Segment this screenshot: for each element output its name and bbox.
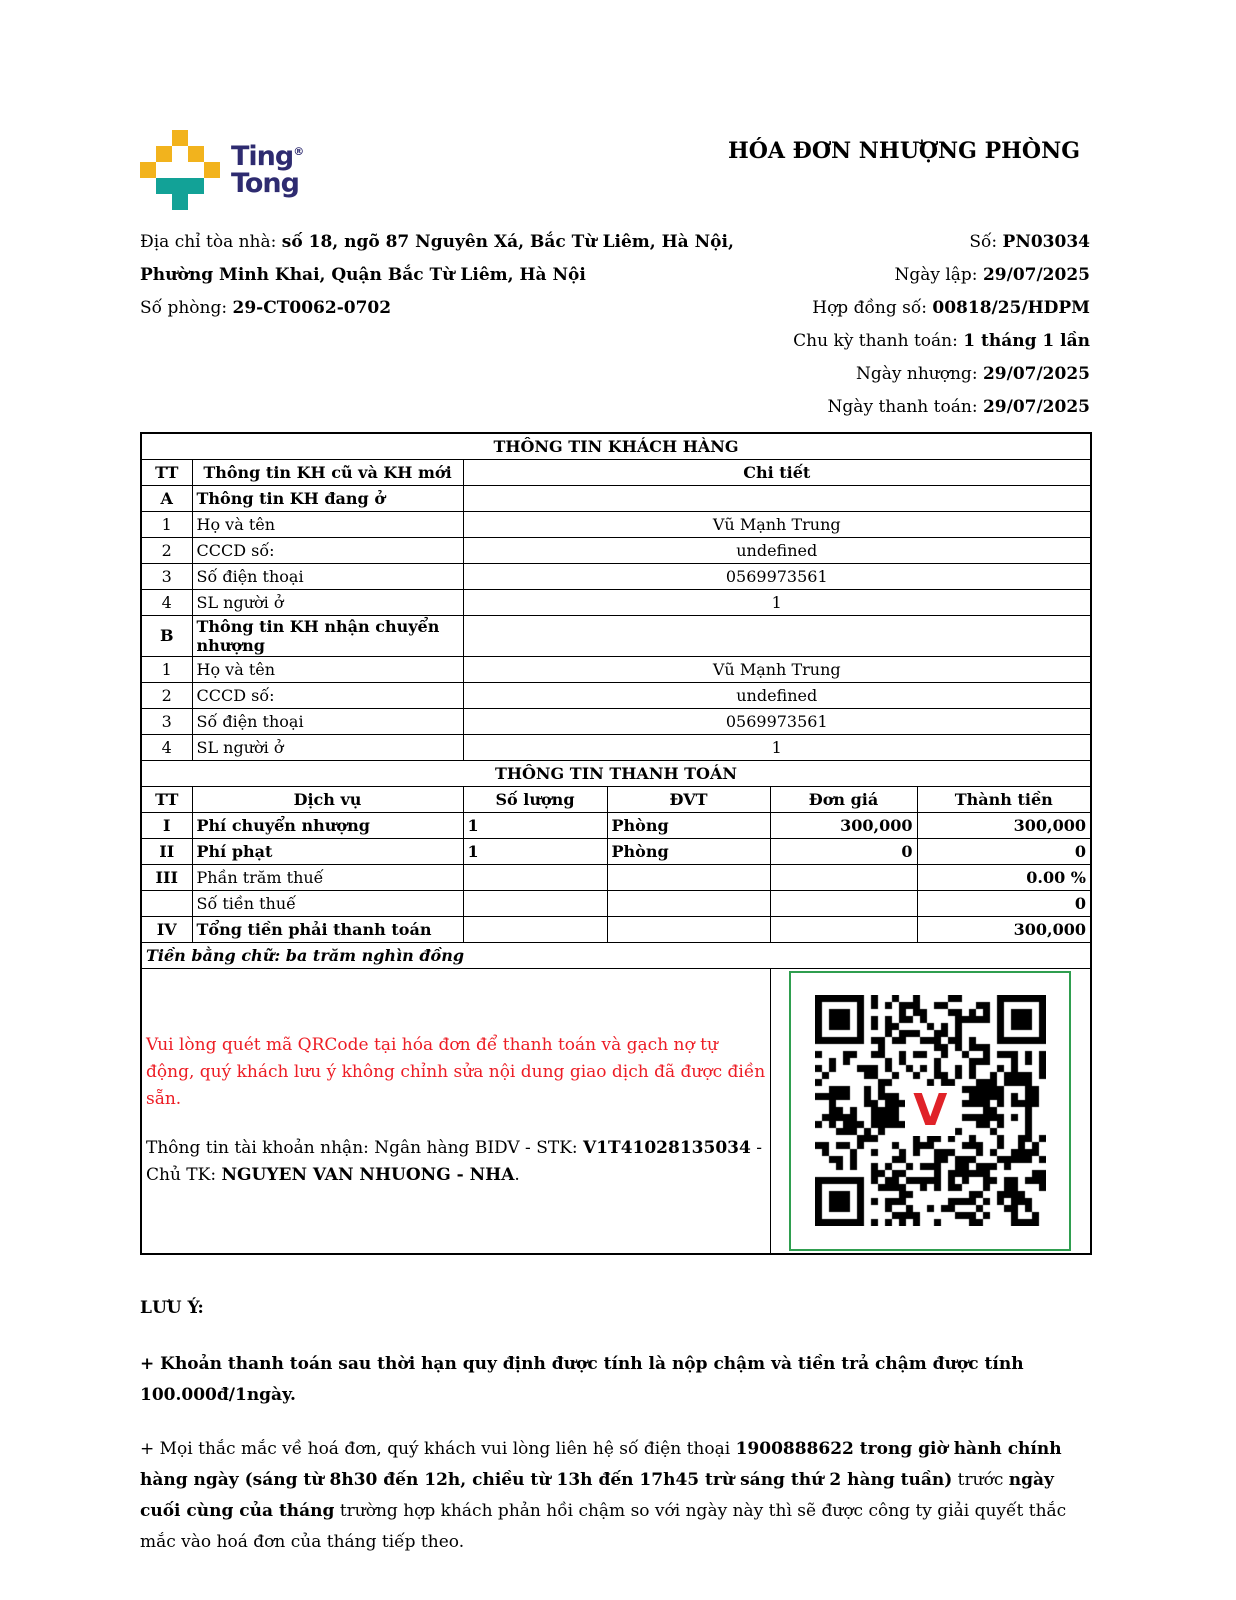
group-b-row: [141, 615, 1091, 656]
payment-section-header-row: [141, 760, 1091, 786]
cell-tt: II: [141, 838, 192, 864]
room-number: [140, 292, 760, 325]
row-label: Số điện thoại: [192, 708, 463, 734]
group-a-row: [141, 485, 1091, 511]
row-label: SL người ở: [192, 589, 463, 615]
empty-cell: [607, 890, 770, 916]
row-label: Họ và tên: [192, 656, 463, 682]
row-tt: 3: [141, 708, 192, 734]
cell-service: Tổng tiền phải thanh toán: [192, 916, 463, 942]
cell-amount: 0: [917, 838, 1091, 864]
cell-qty: 1: [463, 812, 607, 838]
header-tt: TT: [141, 459, 192, 485]
group-label: Thông tin KH nhận chuyển nhượng: [192, 615, 463, 656]
cell-tt: III: [141, 864, 192, 890]
cell-amount: 300,000: [917, 916, 1091, 942]
empty-cell: [770, 890, 917, 916]
cell-price: 300,000: [770, 812, 917, 838]
header-tt: TT: [141, 786, 192, 812]
table-row: [141, 589, 1091, 615]
cell-service: Số tiền thuế: [192, 890, 463, 916]
table-row: [141, 656, 1091, 682]
meta-line-payment-date: Ngày thanh toán: 29/07/2025: [827, 397, 1090, 417]
qr-warning-text: Vui lòng quét mã QRCode tại hóa đơn để thanh toán và gạch nợ tự động, quý khách lưu ý không chỉnh sửa nội dung giao dịch đã được điền sẵn.: [146, 1035, 766, 1110]
header-qty: Số lượng: [463, 786, 607, 812]
qr-cell: [770, 968, 1091, 1254]
row-label: Số điện thoại: [192, 563, 463, 589]
empty-cell: [607, 864, 770, 890]
customer-section-title: THÔNG TIN KHÁCH HÀNG: [141, 433, 1091, 459]
row-value: Vũ Mạnh Trung: [463, 511, 1091, 537]
empty-cell: [463, 615, 1091, 656]
row-label: SL người ở: [192, 734, 463, 760]
empty-cell: [463, 890, 607, 916]
table-row: [141, 682, 1091, 708]
empty-cell: [141, 890, 192, 916]
header: [140, 130, 1090, 212]
empty-cell: [770, 864, 917, 890]
account-info-text: Thông tin tài khoản nhận: Ngân hàng BIDV - STK: V1T41028135034 - Chủ TK: NGUYEN VAN NHUONG - NHA.: [146, 1138, 762, 1186]
account-number: V1T41028135034: [583, 1138, 751, 1159]
payment-row: [141, 890, 1091, 916]
empty-cell: [463, 485, 1091, 511]
header-amount: Thành tiền: [917, 786, 1091, 812]
meta-line-contract: Hợp đồng số: 00818/25/HDPM: [812, 298, 1090, 318]
payment-row: [141, 812, 1091, 838]
row-value: undefined: [463, 682, 1091, 708]
cell-qty: 1: [463, 838, 607, 864]
qr-note-row: [141, 968, 1091, 1254]
row-tt: 2: [141, 682, 192, 708]
account-holder: NGUYEN VAN NHUONG - NHA: [221, 1165, 515, 1186]
address-label: Địa chỉ tòa nhà:: [140, 232, 282, 252]
note-contact: + Mọi thắc mắc về hoá đơn, quý khách vui lòng liên hệ số điện thoại 1900888622 trong giờ hành chính hàng ngày (sáng từ 8h30 đến 12h, chiều từ 13h đến 17h45 trừ sáng thứ 2 hàng tuần) trước ngày cuối cùng của tháng trường hợp khách phản hồi chậm so với ngày này thì sẽ được công ty giải quyết thắc mắc vào hoá đơn của tháng tiếp theo.: [140, 1439, 1067, 1552]
cell-amount: 0.00 %: [917, 864, 1091, 890]
table-row: [141, 511, 1091, 537]
row-value: 0569973561: [463, 563, 1091, 589]
header-detail: Chi tiết: [463, 459, 1091, 485]
group-key: A: [141, 485, 192, 511]
notes-title: LƯU Ý:: [140, 1298, 204, 1318]
row-tt: 4: [141, 589, 192, 615]
group-key: B: [141, 615, 192, 656]
payment-row: [141, 864, 1091, 890]
cell-tt: IV: [141, 916, 192, 942]
address-value-line2: Phường Minh Khai, Quận Bắc Từ Liêm, Hà Nội: [140, 265, 586, 285]
row-tt: 2: [141, 537, 192, 563]
meta-line-issue-date: Ngày lập: 29/07/2025: [894, 265, 1090, 285]
cell-service: Phí phạt: [192, 838, 463, 864]
row-label: Họ và tên: [192, 511, 463, 537]
payment-row: [141, 916, 1091, 942]
logo-line1: Ting: [231, 141, 294, 172]
building-info: [140, 226, 760, 424]
row-value: 1: [463, 589, 1091, 615]
header-price: Đơn giá: [770, 786, 917, 812]
customer-header-row: [141, 459, 1091, 485]
qr-center-v-icon: V: [905, 1086, 955, 1136]
cell-tt: I: [141, 812, 192, 838]
payment-header-row: [141, 786, 1091, 812]
table-row: [141, 563, 1091, 589]
row-value: Vũ Mạnh Trung: [463, 656, 1091, 682]
empty-cell: [770, 916, 917, 942]
meta-row: [140, 226, 1090, 424]
payment-note-cell: [141, 968, 770, 1254]
invoice-page: [140, 130, 1090, 1581]
address-value-line1: số 18, ngõ 87 Nguyên Xá, Bắc Từ Liêm, Hà Nội,: [281, 232, 734, 252]
row-value: 0569973561: [463, 708, 1091, 734]
note-late-payment: + Khoản thanh toán sau thời hạn quy định được tính là nộp chậm và tiền trả chậm được tính 100.000đ/1ngày.: [140, 1354, 1024, 1405]
amount-in-words: Tiền bằng chữ: ba trăm nghìn đồng: [141, 942, 1091, 968]
cell-amount: 0: [917, 890, 1091, 916]
amount-in-words-row: [141, 942, 1091, 968]
building-address: [140, 226, 760, 292]
cell-service: Phần trăm thuế: [192, 864, 463, 890]
row-value: 1: [463, 734, 1091, 760]
cell-amount: 300,000: [917, 812, 1091, 838]
row-tt: 4: [141, 734, 192, 760]
logo-line2: Tong: [231, 168, 299, 199]
tingtong-logo: [140, 130, 303, 210]
footer-notes: [140, 1293, 1090, 1558]
meta-line-number: Số: PN03034: [969, 232, 1090, 252]
cell-unit: Phòng: [607, 812, 770, 838]
payment-row: [141, 838, 1091, 864]
row-value: undefined: [463, 537, 1091, 563]
group-label: Thông tin KH đang ở: [192, 485, 463, 511]
header-info: Thông tin KH cũ và KH mới: [192, 459, 463, 485]
room-label: Số phòng:: [140, 298, 233, 318]
qr-code-frame: [789, 971, 1071, 1251]
cell-unit: Phòng: [607, 838, 770, 864]
meta-line-transfer-date: Ngày nhượng: 29/07/2025: [856, 364, 1090, 384]
empty-cell: [463, 916, 607, 942]
tingtong-logo-icon: [140, 130, 220, 210]
empty-cell: [463, 864, 607, 890]
header-unit: ĐVT: [607, 786, 770, 812]
row-label: CCCD số:: [192, 537, 463, 563]
invoice-table: [140, 432, 1092, 1255]
room-value: 29-CT0062-0702: [232, 298, 392, 318]
registered-mark: ®: [293, 145, 304, 158]
table-row: [141, 734, 1091, 760]
header-service: Dịch vụ: [192, 786, 463, 812]
cell-price: 0: [770, 838, 917, 864]
meta-line-cycle: Chu kỳ thanh toán: 1 tháng 1 lần: [793, 331, 1090, 351]
table-row: [141, 708, 1091, 734]
row-tt: 1: [141, 511, 192, 537]
tingtong-logo-text: [231, 143, 303, 197]
row-tt: 1: [141, 656, 192, 682]
row-tt: 3: [141, 563, 192, 589]
customer-section-header-row: [141, 433, 1091, 459]
row-label: CCCD số:: [192, 682, 463, 708]
page-title: HÓA ĐƠN NHƯỢNG PHÒNG: [727, 138, 1080, 164]
payment-section-title: THÔNG TIN THANH TOÁN: [141, 760, 1091, 786]
hotline-number: 1900888622 trong giờ hành chính hàng ngày (sáng từ 8h30 đến 12h, chiều từ 13h đến 17h45 trừ sáng thứ 2 hàng tuần): [140, 1439, 1062, 1490]
empty-cell: [607, 916, 770, 942]
cell-service: Phí chuyển nhượng: [192, 812, 463, 838]
invoice-meta: [760, 226, 1090, 424]
table-row: [141, 537, 1091, 563]
